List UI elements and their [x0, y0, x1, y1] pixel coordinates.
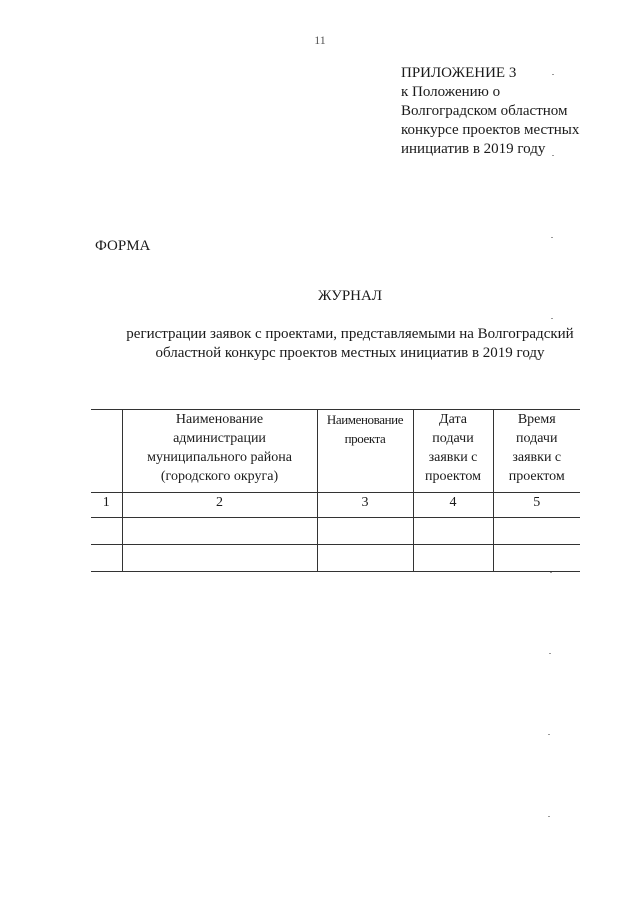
column-number-cell: 3 — [317, 493, 413, 518]
table-column-numbers-row — [91, 493, 580, 518]
header-cell-submission-date: Дата подачи заявки с проектом — [413, 410, 493, 493]
appendix-line: инициатив в 2019 году — [401, 141, 546, 157]
header-cell-administration: Наименование администрации муниципального района (городского округа) — [122, 410, 317, 493]
scan-speck — [551, 318, 553, 319]
form-label: ФОРМА — [95, 238, 151, 254]
appendix-line: Волгоградском областном — [401, 103, 568, 119]
table-cell — [413, 518, 493, 545]
table-cell — [91, 545, 122, 572]
column-number-cell: 2 — [122, 493, 317, 518]
subtitle-line: регистрации заявок с проектами, представляемыми на Волгоградский — [126, 326, 574, 342]
table-header-row — [91, 410, 580, 493]
scan-speck — [552, 155, 554, 156]
scan-speck — [550, 572, 552, 573]
scan-speck — [552, 74, 554, 75]
table-row — [91, 545, 580, 572]
table-cell — [317, 518, 413, 545]
page-number: 11 — [314, 33, 326, 47]
document-subtitle — [0, 325, 640, 363]
scan-speck — [548, 734, 550, 735]
table-cell — [493, 545, 580, 572]
table-row — [91, 518, 580, 545]
table-cell — [91, 518, 122, 545]
table-cell — [122, 518, 317, 545]
scan-speck — [551, 237, 553, 238]
scan-speck — [549, 653, 551, 654]
column-number-cell: 5 — [493, 493, 580, 518]
header-cell-submission-time: Время подачи заявки с проектом — [493, 410, 580, 493]
table-cell — [317, 545, 413, 572]
table-cell — [413, 545, 493, 572]
journal-table — [91, 409, 580, 572]
document-title: ЖУРНАЛ — [317, 288, 383, 304]
column-number-cell: 4 — [413, 493, 493, 518]
header-cell-number — [91, 410, 122, 493]
subtitle-line: областной конкурс проектов местных инициатив в 2019 году — [155, 345, 545, 361]
appendix-block — [401, 64, 579, 159]
scan-speck — [548, 816, 550, 817]
table-cell — [493, 518, 580, 545]
appendix-line: конкурсе проектов местных — [401, 122, 580, 138]
table-cell — [122, 545, 317, 572]
header-cell-project-name: Наименование проекта — [317, 410, 413, 493]
appendix-line: к Положению о — [401, 84, 501, 100]
column-number-cell: 1 — [91, 493, 122, 518]
appendix-title: ПРИЛОЖЕНИЕ 3 — [401, 65, 517, 81]
